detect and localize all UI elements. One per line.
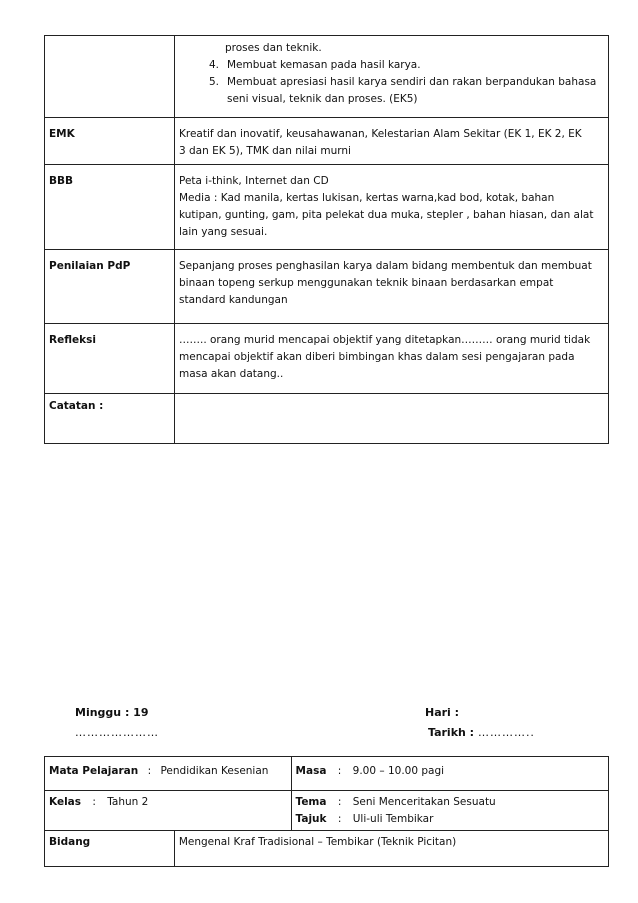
list-item: [207, 57, 604, 74]
refleksi-row: [45, 324, 609, 394]
tajuk-line: [296, 811, 604, 828]
tarikh-label: Tarikh :: [428, 726, 475, 739]
minggu-label: Minggu : 19: [75, 706, 149, 719]
refleksi-value: [175, 324, 609, 394]
penilaian-row: [45, 250, 609, 324]
tarikh-field: [428, 726, 535, 739]
tema-line: [296, 794, 604, 811]
tema-tajuk-cell: [291, 791, 608, 831]
hari-label: Hari :: [425, 706, 460, 719]
emk-row: [45, 118, 609, 165]
catatan-label: Catatan :: [45, 394, 175, 444]
kelas-value: Tahun 2: [107, 796, 149, 808]
bidang-row: [45, 831, 609, 867]
tema-label: Tema: [295, 796, 327, 808]
empty-label-cell: [45, 36, 175, 118]
mata-pelajaran-label: Mata Pelajaran: [49, 765, 139, 777]
refleksi-label: Refleksi: [45, 324, 175, 394]
separator: :: [92, 796, 96, 808]
kelas-label: Kelas: [49, 796, 82, 808]
lesson-plan-table-top: [44, 35, 609, 444]
emk-label: EMK: [45, 118, 175, 165]
masa-label: Masa: [295, 765, 327, 777]
list-number: 5.: [209, 76, 220, 88]
penilaian-value: [175, 250, 609, 324]
line: Media : Kad manila, kertas lukisan, kertas warna,kad bod, kotak, bahan: [179, 192, 555, 204]
list-item: [207, 74, 604, 108]
separator: :: [337, 765, 342, 777]
catatan-value: [175, 394, 609, 444]
kelas-row: [45, 791, 609, 831]
line: standard kandungan: [179, 294, 288, 306]
separator: :: [147, 765, 152, 777]
line: kutipan, gunting, gam, pita pelekat dua muka, stepler , bahan hiasan, dan alat: [179, 209, 594, 221]
emk-value: [175, 118, 609, 165]
lesson-plan-table-bottom: [44, 756, 609, 867]
bbb-value: [175, 165, 609, 250]
objectives-continued-row: [45, 36, 609, 118]
line: Peta i-think, Internet dan CD: [179, 175, 329, 187]
tema-value: Seni Menceritakan Sesuatu: [352, 796, 496, 808]
bbb-row: [45, 165, 609, 250]
line: …….. orang murid mencapai objektif yang ditetapkan……… orang murid tidak: [179, 334, 591, 346]
masa-cell: [291, 757, 608, 791]
objective-list: [179, 57, 604, 108]
objectives-cell: [175, 36, 609, 118]
catatan-row: [45, 394, 609, 444]
bidang-label: Bidang: [45, 831, 175, 867]
line: Kreatif dan inovatif, keusahawanan, Kelestarian Alam Sekitar (EK 1, EK 2, EK: [179, 128, 582, 140]
line: binaan topeng serkup menggunakan teknik binaan berdasarkan empat: [179, 277, 554, 289]
line: masa akan datang..: [179, 368, 284, 380]
bbb-label: BBB: [45, 165, 175, 250]
tajuk-label: Tajuk: [295, 813, 327, 825]
lesson-header: [75, 706, 575, 746]
separator: :: [337, 796, 342, 808]
separator: :: [337, 813, 342, 825]
kelas-cell: [45, 791, 292, 831]
mata-pelajaran-cell: [45, 757, 292, 791]
list-text: Membuat apresiasi hasil karya sendiri dan rakan berpandukan bahasa seni visual, teknik dan proses. (EK5): [227, 76, 597, 105]
line: lain yang sesuai.: [179, 226, 268, 238]
line: 3 dan EK 5), TMK dan nilai murni: [179, 145, 351, 157]
header-row-1: [75, 706, 575, 726]
continued-text: proses dan teknik.: [225, 42, 322, 54]
header-row-2: [75, 726, 575, 746]
tarikh-dots: …………..: [477, 726, 535, 739]
subject-row: [45, 757, 609, 791]
line: mencapai objektif akan diberi bimbingan khas dalam sesi pengajaran pada: [179, 351, 575, 363]
masa-value: 9.00 – 10.00 pagi: [352, 765, 445, 777]
list-number: 4.: [209, 59, 220, 71]
mata-pelajaran-value: Pendidikan Kesenian: [160, 765, 269, 777]
line: Sepanjang proses penghasilan karya dalam bidang membentuk dan membuat: [179, 260, 592, 272]
tajuk-value: Uli-uli Tembikar: [352, 813, 434, 825]
list-text: Membuat kemasan pada hasil karya.: [227, 59, 421, 71]
dots-placeholder: …………………: [75, 726, 159, 739]
penilaian-label: Penilaian PdP: [45, 250, 175, 324]
bidang-value: Mengenal Kraf Tradisional – Tembikar (Teknik Picitan): [174, 831, 608, 867]
